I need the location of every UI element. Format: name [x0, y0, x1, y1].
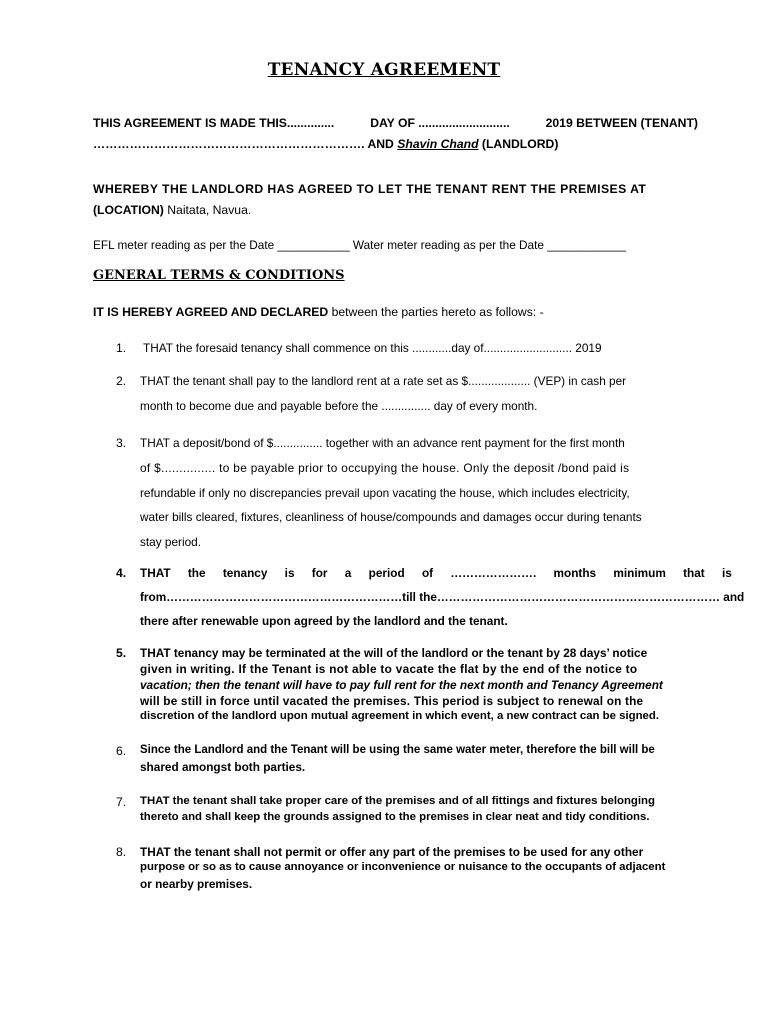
agreed-line	[93, 305, 698, 319]
clause-3-number: 3.	[116, 436, 127, 450]
clause-2-number: 2.	[116, 374, 127, 388]
clause-1-number: 1.	[116, 341, 127, 355]
clause-5-line-2: given in writing. If the Tenant is not able to vacate the flat by the end of the notice to	[140, 662, 638, 676]
clause-7-line-1: THAT the tenant shall take proper care of the premises and of all fittings and fixtures belonging	[140, 795, 655, 807]
clause-2-line-2: month to become due and payable before the ............... day of every month.	[140, 399, 538, 413]
clause-4-line-1: THAT the tenancy is for a period of …………………. months minimum that is	[140, 566, 732, 580]
clause-6-number: 6.	[116, 744, 127, 758]
clause-5-line-4: will be still in force until vacated the premises. This period is subject to renewal on the	[140, 694, 644, 708]
intro-day-of: DAY OF ...........................	[370, 116, 510, 130]
landlord-name: Shavin Chand	[397, 137, 479, 151]
clause-3-line-3: refundable if only no discrepancies prevail upon vacating the house, which includes electricity,	[140, 486, 630, 500]
clause-3-line-2: of $............... to be payable prior to occupying the house. Only the deposit /bond paid is	[140, 461, 630, 475]
clause-3-line-5: stay period.	[140, 535, 201, 549]
clause-8-line-2: purpose or so as to cause annoyance or inconvenience or nuisance to the occupants of adjacent	[140, 861, 666, 873]
meter-reading-line: EFL meter reading as per the Date ___________ Water meter reading as per the Date ____________	[93, 238, 626, 252]
clause-6-line-1: Since the Landlord and the Tenant will be using the same water meter, therefore the bill will be	[140, 744, 655, 756]
agreed-bold: IT IS HEREBY AGREED AND DECLARED	[93, 305, 329, 319]
document-title: TENANCY AGREEMENT	[267, 60, 501, 80]
clause-5-line-1: THAT tenancy may be terminated at the will of the landlord or the tenant by 28 days’ notice	[140, 646, 648, 660]
clause-4-number: 4.	[116, 566, 127, 580]
whereby-line-2	[93, 203, 698, 217]
location-label: (LOCATION)	[93, 203, 164, 217]
clause-3-line-4: water bills cleared, fixtures, cleanliness of house/compounds and damages occur during tenants	[140, 510, 642, 524]
section-heading: GENERAL TERMS & CONDITIONS	[93, 268, 345, 283]
clause-1-line-1: THAT the foresaid tenancy shall commence on this ............day of........................... 2019	[143, 341, 602, 355]
intro-made-this: THIS AGREEMENT IS MADE THIS..............	[93, 116, 335, 130]
clause-7-line-2: thereto and shall keep the grounds assigned to the premises in clear neat and tidy conditions.	[140, 811, 650, 823]
intro-tenant-blank: …………………………………………………………. AND	[93, 137, 398, 151]
clause-7-number: 7.	[116, 795, 127, 809]
clause-8-line-3: or nearby premises.	[140, 877, 253, 891]
clause-5-number: 5.	[116, 646, 127, 660]
clause-3-line-1: THAT a deposit/bond of $............... together with an advance rent payment for the first month	[140, 436, 625, 450]
whereby-line-1: WHEREBY THE LANDLORD HAS AGREED TO LET THE TENANT RENT THE PREMISES AT	[93, 182, 647, 196]
agreed-rest: between the parties hereto as follows: -	[328, 305, 544, 319]
intro-between: 2019 BETWEEN (TENANT)	[545, 116, 698, 130]
intro-line-1	[93, 116, 698, 130]
clause-5-line-3: vacation; then the tenant will have to pay full rent for the next month and Tenancy Agreement	[140, 678, 663, 692]
intro-line-2	[93, 137, 698, 151]
clause-6-line-2: shared amongst both parties.	[140, 760, 306, 774]
clause-2-line-1: THAT the tenant shall pay to the landlord rent at a rate set as $................... (VEP) in cash per	[140, 374, 627, 388]
clause-8-number: 8.	[116, 845, 127, 859]
clause-4-line-2: from……………………………………………………till the……………………………………………………………… and	[140, 590, 745, 604]
clause-4-line-3: there after renewable upon agreed by the landlord and the tenant.	[140, 614, 508, 628]
clause-8-line-1: THAT the tenant shall not permit or offer any part of the premises to be used for any other	[140, 845, 644, 859]
clause-5-line-5: discretion of the landlord upon mutual agreement in which event, a new contract can be signed.	[140, 710, 659, 722]
location-value: Naitata, Navua.	[163, 203, 252, 217]
intro-landlord-label: (LANDLORD)	[478, 137, 559, 151]
